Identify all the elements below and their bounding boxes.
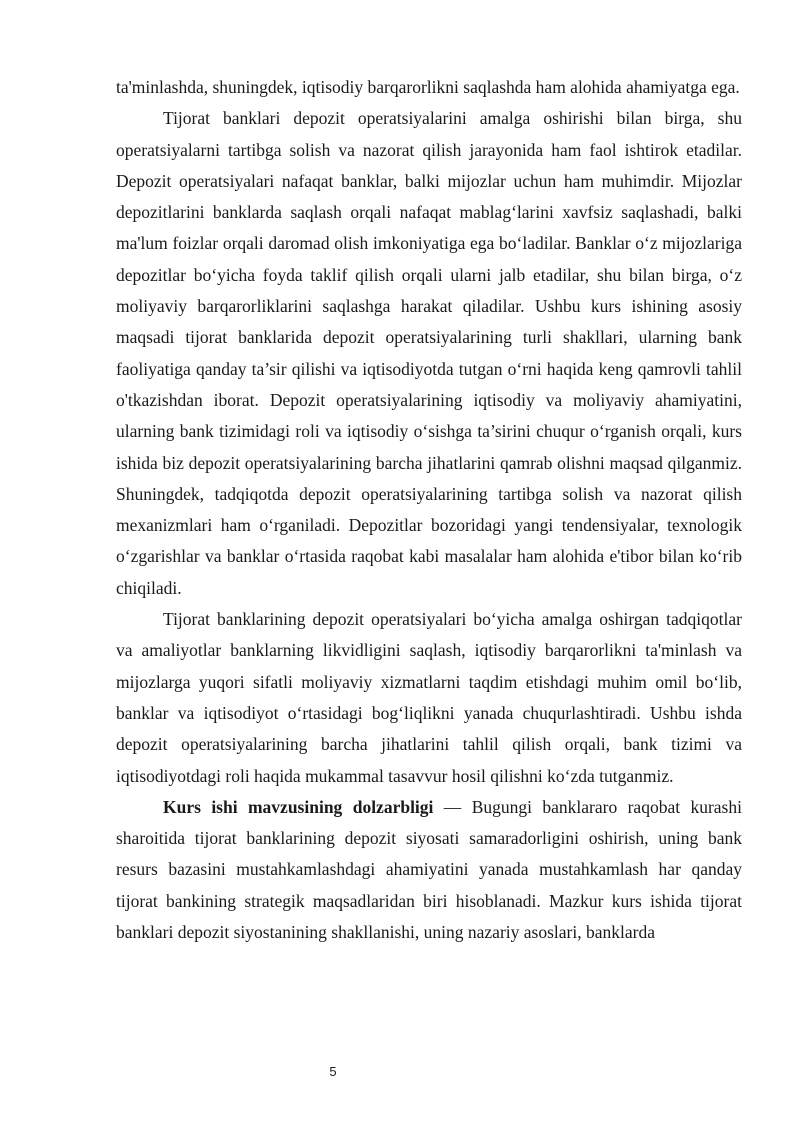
relevance-text: — Bugungi banklararo raqobat kurashi sharoitida tijorat banklarining depozit siyosati samaradorligini oshirish, uning bank resurs bazasini mustahkamlashdagi ahamiyatini yanada mustahkamlash har qanday tijorat bankining strategik maqsadlaridan biri hisoblanadi. Mazkur kurs ishida tijorat banklari depozit siyostanining shakllanishi, uning nazariy asoslari, banklarda — [116, 796, 742, 943]
page-number: 5 — [329, 1064, 337, 1079]
paragraph-research-practice: Tijorat banklarining depozit operatsiyalari bo‘yicha amalga oshirgan tadqiqotlar va amaliyotlar banklarning likvidligini saqlash, iqtisodiy barqarorlikni ta'minlash va mijozlarga yuqori sifatli moliyaviy xizmatlarni taqdim etishdagi muhim omil bo‘lib, banklar va iqtisodiyot o‘rtasidagi bog‘liqlikni yanada chuqurlashtiradi. Ushbu ishda depozit operatsiyalarining barcha jihatlarini tahlil qilish orqali, bank tizimi va iqtisodiyotdagi roli haqida mukammal tasavvur hosil qilishni ko‘zda tutganmiz. — [116, 609, 742, 786]
paragraph-deposit-operations: Tijorat banklari depozit operatsiyalarini amalga oshirishi bilan birga, shu operatsiyalarni tartibga solish va nazorat qilish jarayonida ham faol ishtirok etadilar. Depozit operatsiyalari nafaqat banklar, balki mijozlar uchun ham muhimdir. Mijozlar depozitlarini banklarda saqlash orqali nafaqat mablag‘larini xavfsiz saqlashadi, balki ma'lum foizlar orqali daromad olish imkoniyatiga ega bo‘ladilar. Banklar o‘z mijozlariga depozitlar bo‘yicha foyda taklif qilish orqali ularni jalb etadilar, shu bilan birga, o‘z moliyaviy barqarorliklarini saqlashga harakat qiladilar. Ushbu kurs ishining asosiy maqsadi tijorat banklarida depozit operatsiyalarining turli shakllari, ularning bank faoliyatiga qanday ta’sir qilishi va iqtisodiyotda tutgan o‘rni haqida keng qamrovli tahlil o'tkazishdan iborat. Depozit operatsiyalarining iqtisodiy va moliyaviy ahamiyatini, ularning bank tizimidagi roli va iqtisodiy o‘sishga ta’sirini chuqur o‘rganish orqali, kurs ishida biz depozit operatsiyalarining barcha jihatlarini qamrab olishni maqsad qilganmiz. Shuningdek, tadqiqotda depozit operatsiyalarining tartibga solish va nazorat qilish mexanizmlari ham o‘rganiladi. Depozitlar bozoridagi yangi tendensiyalar, texnologik o‘zgarishlar va banklar o‘rtasida raqobat kabi masalalar ham alohida e'tibor bilan ko‘rib chiqiladi. — [116, 108, 742, 598]
paragraph-relevance — [116, 792, 742, 948]
relevance-heading: Kurs ishi mavzusining dolzarbligi — [163, 796, 434, 817]
paragraph-continuation: ta'minlashda, shuningdek, iqtisodiy barqarorlikni saqlashda ham alohida ahamiyatga ega. — [116, 77, 740, 97]
body-text — [116, 72, 742, 948]
